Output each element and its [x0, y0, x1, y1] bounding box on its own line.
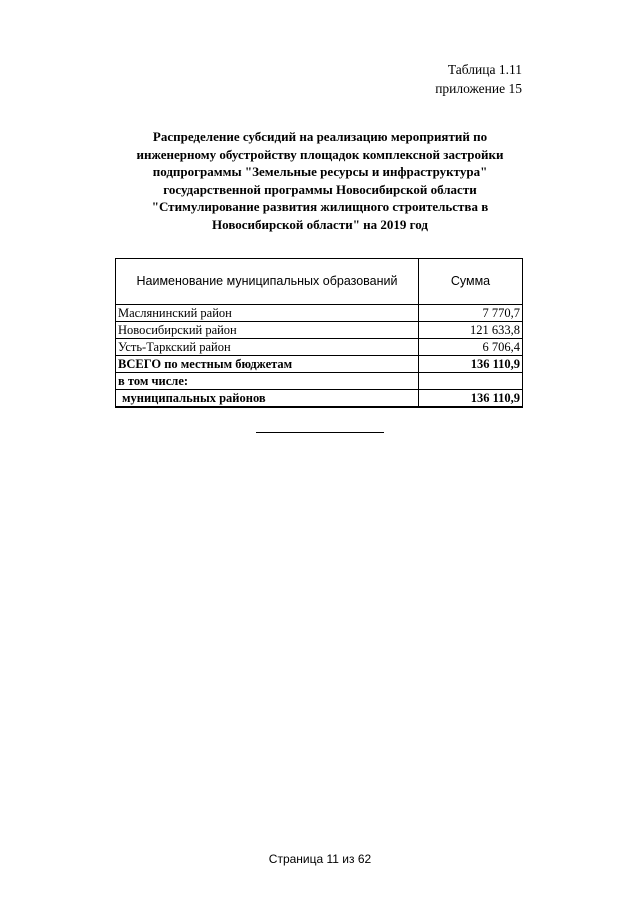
including-sum: [419, 373, 523, 390]
table-reference: [435, 60, 522, 98]
including-label: в том числе:: [116, 373, 419, 390]
end-divider-line: [256, 432, 384, 433]
column-header-sum: Сумма: [419, 259, 523, 305]
table-row: [116, 305, 523, 322]
title-line: "Стимулирование развития жилищного строительства в: [151, 199, 489, 215]
appendix-number: приложение 15: [435, 81, 522, 96]
municipal-districts-label: муниципальных районов: [116, 390, 419, 408]
row-name: Усть-Таркский район: [116, 339, 419, 356]
row-sum: 6 706,4: [419, 339, 523, 356]
document-title: [100, 128, 540, 234]
title-line: подпрограммы "Земельные ресурсы и инфраструктура": [152, 164, 488, 180]
total-sum: 136 110,9: [419, 356, 523, 373]
table-row: [116, 322, 523, 339]
total-row: [116, 356, 523, 373]
page-footer: Страница 11 из 62: [268, 852, 372, 866]
subsidy-table: [115, 258, 523, 408]
including-row: [116, 373, 523, 390]
title-line: Новосибирской области" на 2019 год: [212, 216, 428, 232]
table-header-row: [116, 259, 523, 305]
municipal-districts-sum: 136 110,9: [419, 390, 523, 408]
row-sum: 121 633,8: [419, 322, 523, 339]
row-name: Новосибирский район: [116, 322, 419, 339]
title-line: инженерному обустройству площадок комплексной застройки: [136, 146, 504, 162]
row-sum: 7 770,7: [419, 305, 523, 322]
municipal-districts-row: [116, 390, 523, 408]
table-number: Таблица 1.11: [447, 62, 522, 77]
title-line: государственной программы Новосибирской области: [163, 181, 477, 197]
row-name: Маслянинский район: [116, 305, 419, 322]
total-label: ВСЕГО по местным бюджетам: [116, 356, 419, 373]
table-row: [116, 339, 523, 356]
column-header-name: Наименование муниципальных образований: [116, 259, 419, 305]
title-line: Распределение субсидий на реализацию мероприятий по: [152, 129, 488, 144]
